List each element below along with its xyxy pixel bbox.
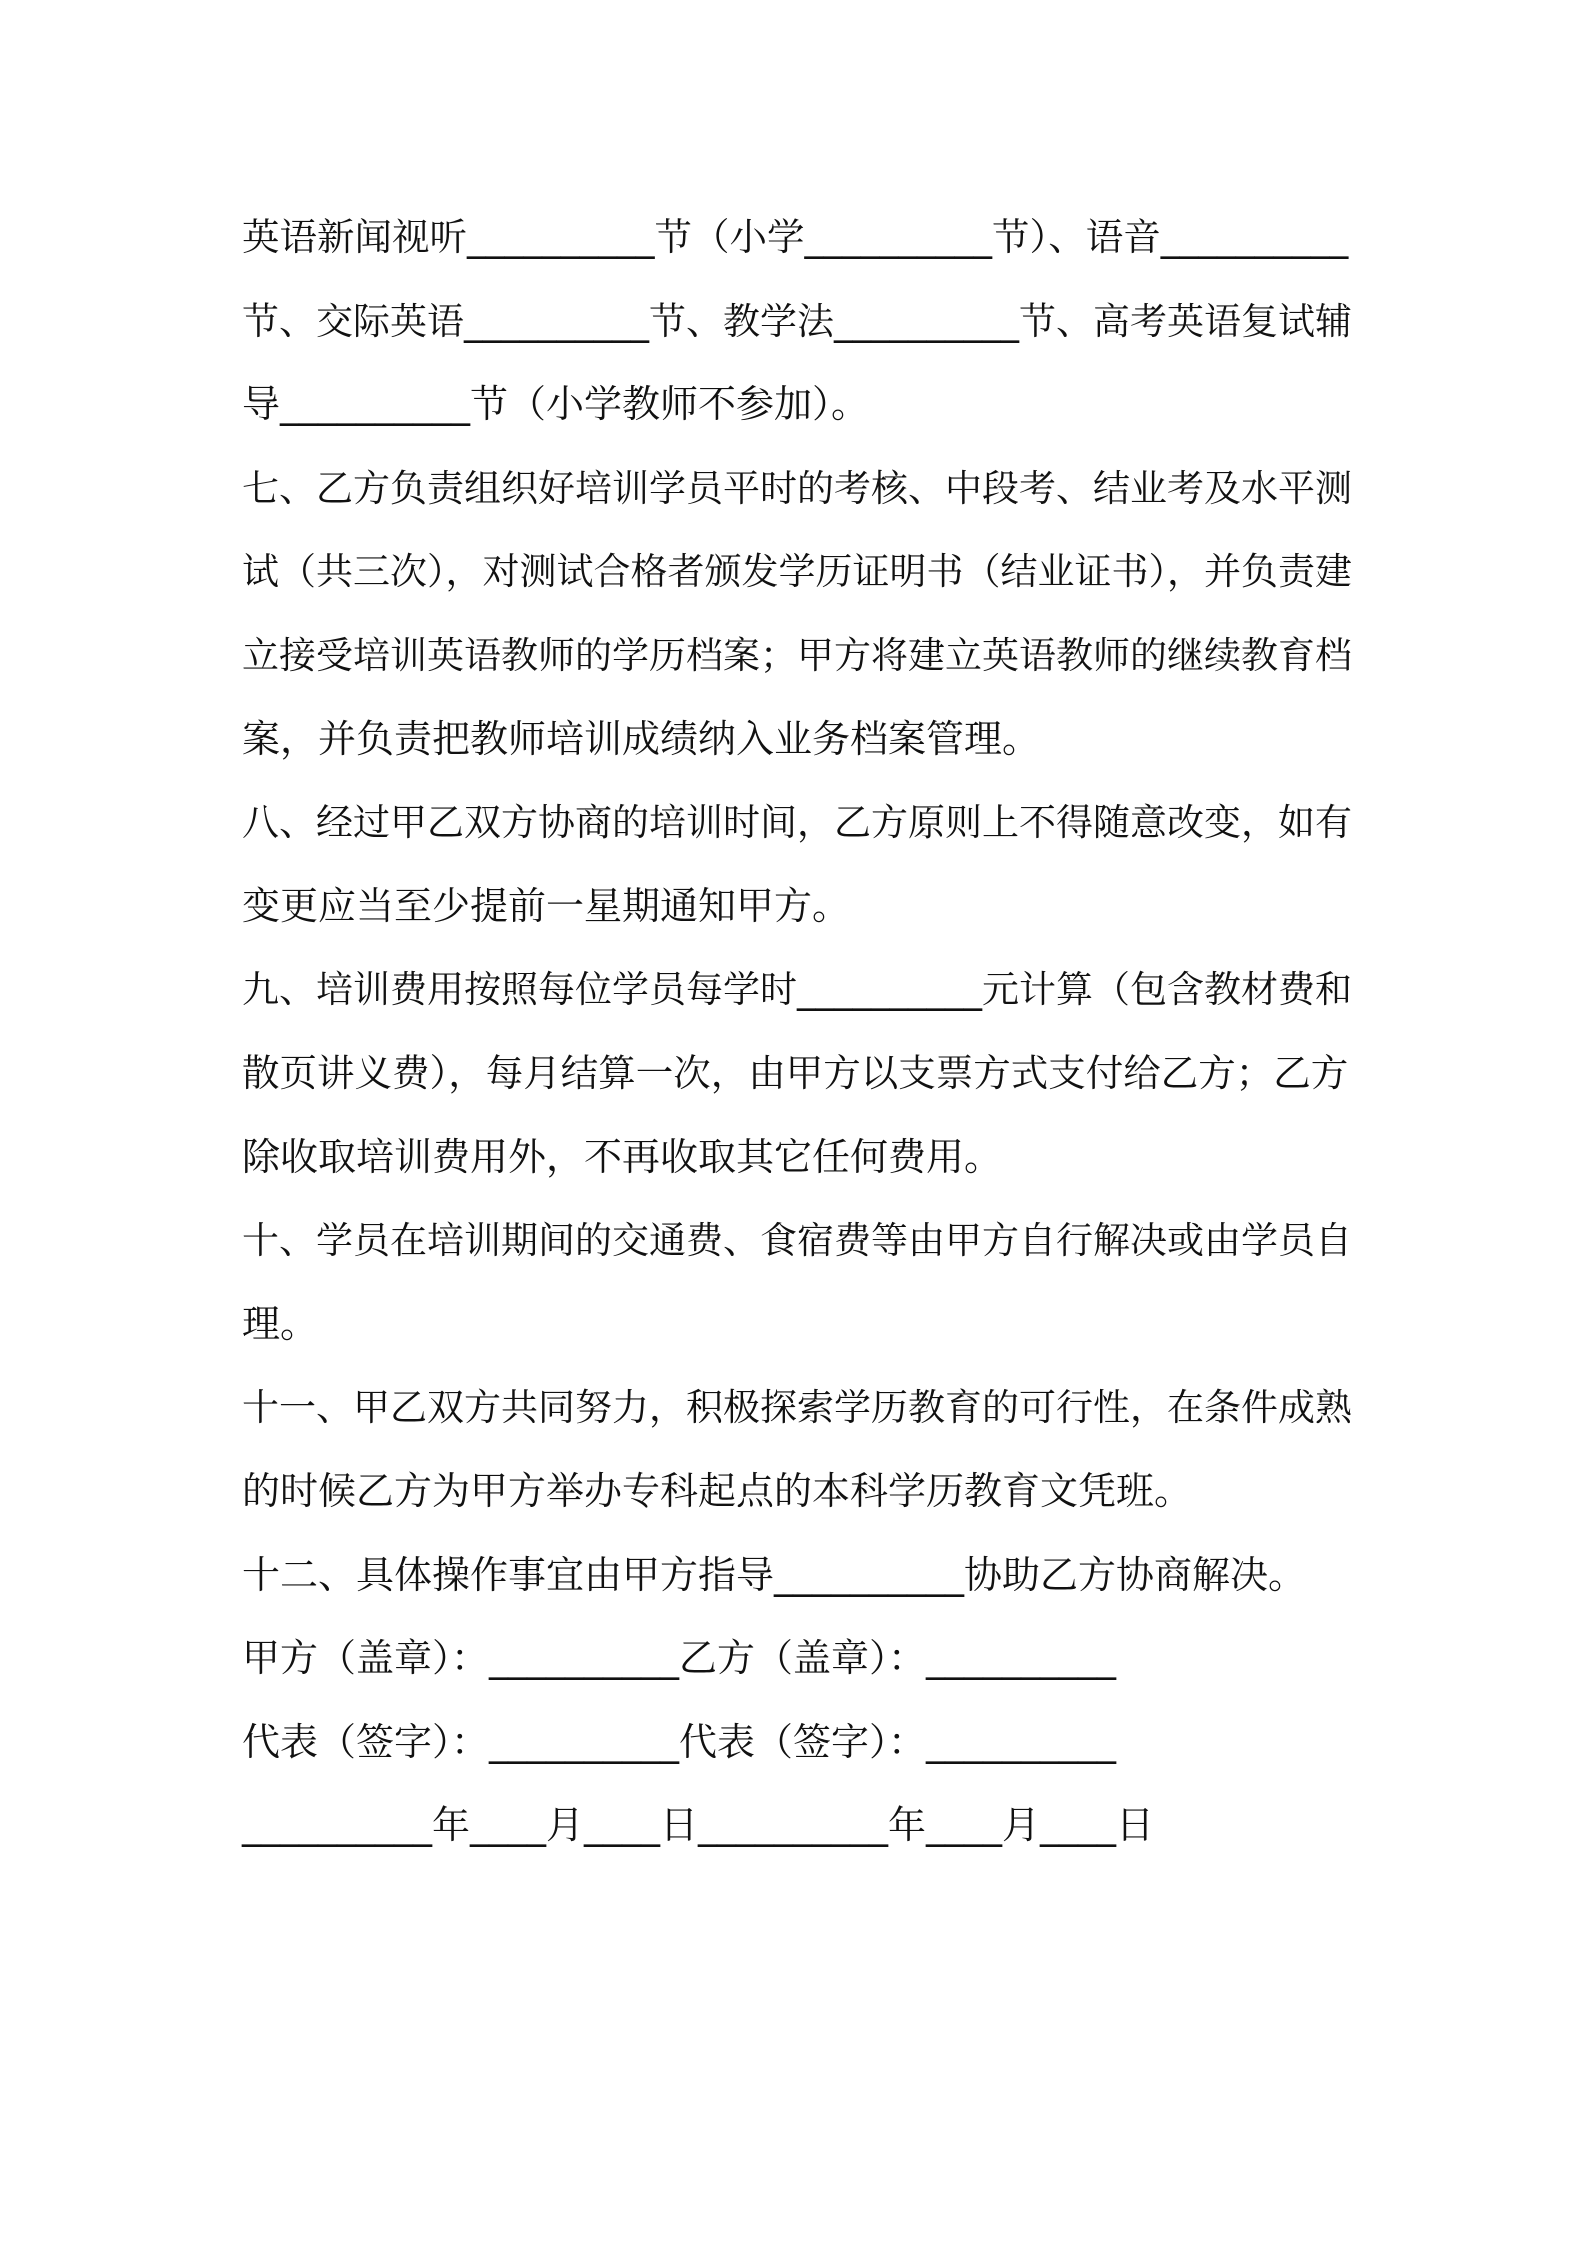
- line-text: 立接受培训英语教师的学历档案；甲方将建立英语教师的继续教育档: [242, 633, 1352, 677]
- line-text: 变更应当至少提前一星期通知甲方。: [242, 883, 851, 928]
- text-line: [242, 1032, 1362, 1116]
- line-text: 节、交际英语__________节、教学法__________节、高考英语复试辅: [242, 299, 1352, 343]
- text-line: [242, 1283, 1362, 1367]
- clause-9: [242, 948, 1362, 1032]
- text-line: [242, 1450, 1362, 1534]
- signature-line: [242, 1701, 1362, 1785]
- text-line: [242, 865, 1362, 949]
- line-text: 散页讲义费），每月结算一次，由甲方以支票方式支付给乙方；乙方: [242, 1050, 1349, 1095]
- line-text: 案，并负责把教师培训成绩纳入业务档案管理。: [242, 716, 1041, 761]
- clause-11: [242, 1366, 1362, 1450]
- line-text: 理。: [242, 1301, 319, 1346]
- clause-12: [242, 1534, 1362, 1618]
- text-line: [242, 363, 1362, 447]
- line-text: 十、学员在培训期间的交通费、食宿费等由甲方自行解决或由学员自: [242, 1219, 1352, 1263]
- line-text: 十一、甲乙双方共同努力，积极探索学历教育的可行性，在条件成熟: [242, 1386, 1352, 1430]
- line-text: 七、乙方负责组织好培训学员平时的考核、中段考、结业考及水平测: [242, 466, 1352, 510]
- text-line: [242, 530, 1362, 614]
- clause-7: [242, 447, 1362, 531]
- text-line: [242, 614, 1362, 698]
- text-line: [242, 1116, 1362, 1200]
- line-text: 试（共三次），对测试合格者颁发学历证明书（结业证书），并负责建: [242, 550, 1352, 594]
- text-line: [242, 196, 1362, 280]
- line-text: 代表（签字）：__________代表（签字）：__________: [242, 1719, 1117, 1764]
- date-line: [242, 1784, 1362, 1868]
- clause-8: [242, 781, 1362, 865]
- line-text: 除收取培训费用外，不再收取其它任何费用。: [242, 1134, 1003, 1179]
- line-text: 导__________节（小学教师不参加）。: [242, 382, 870, 427]
- line-text: __________年____月____日__________年____月____日: [242, 1803, 1155, 1848]
- line-text: 的时候乙方为甲方举办专科起点的本科学历教育文凭班。: [242, 1468, 1193, 1513]
- text-line: [242, 698, 1362, 782]
- contract-page: [242, 196, 1362, 1868]
- line-text: 九、培训费用按照每位学员每学时__________元计算（包含教材费和: [242, 968, 1352, 1012]
- line-text: 十二、具体操作事宜由甲方指导__________协助乙方协商解决。: [242, 1552, 1307, 1597]
- text-line: [242, 280, 1362, 364]
- clause-10: [242, 1199, 1362, 1283]
- seal-line: [242, 1617, 1362, 1701]
- line-text: 英语新闻视听__________节（小学__________节）、语音__________: [242, 215, 1349, 259]
- line-text: 甲方（盖章）：__________乙方（盖章）：__________: [242, 1636, 1117, 1681]
- line-text: 八、经过甲乙双方协商的培训时间，乙方原则上不得随意改变，如有: [242, 801, 1352, 845]
